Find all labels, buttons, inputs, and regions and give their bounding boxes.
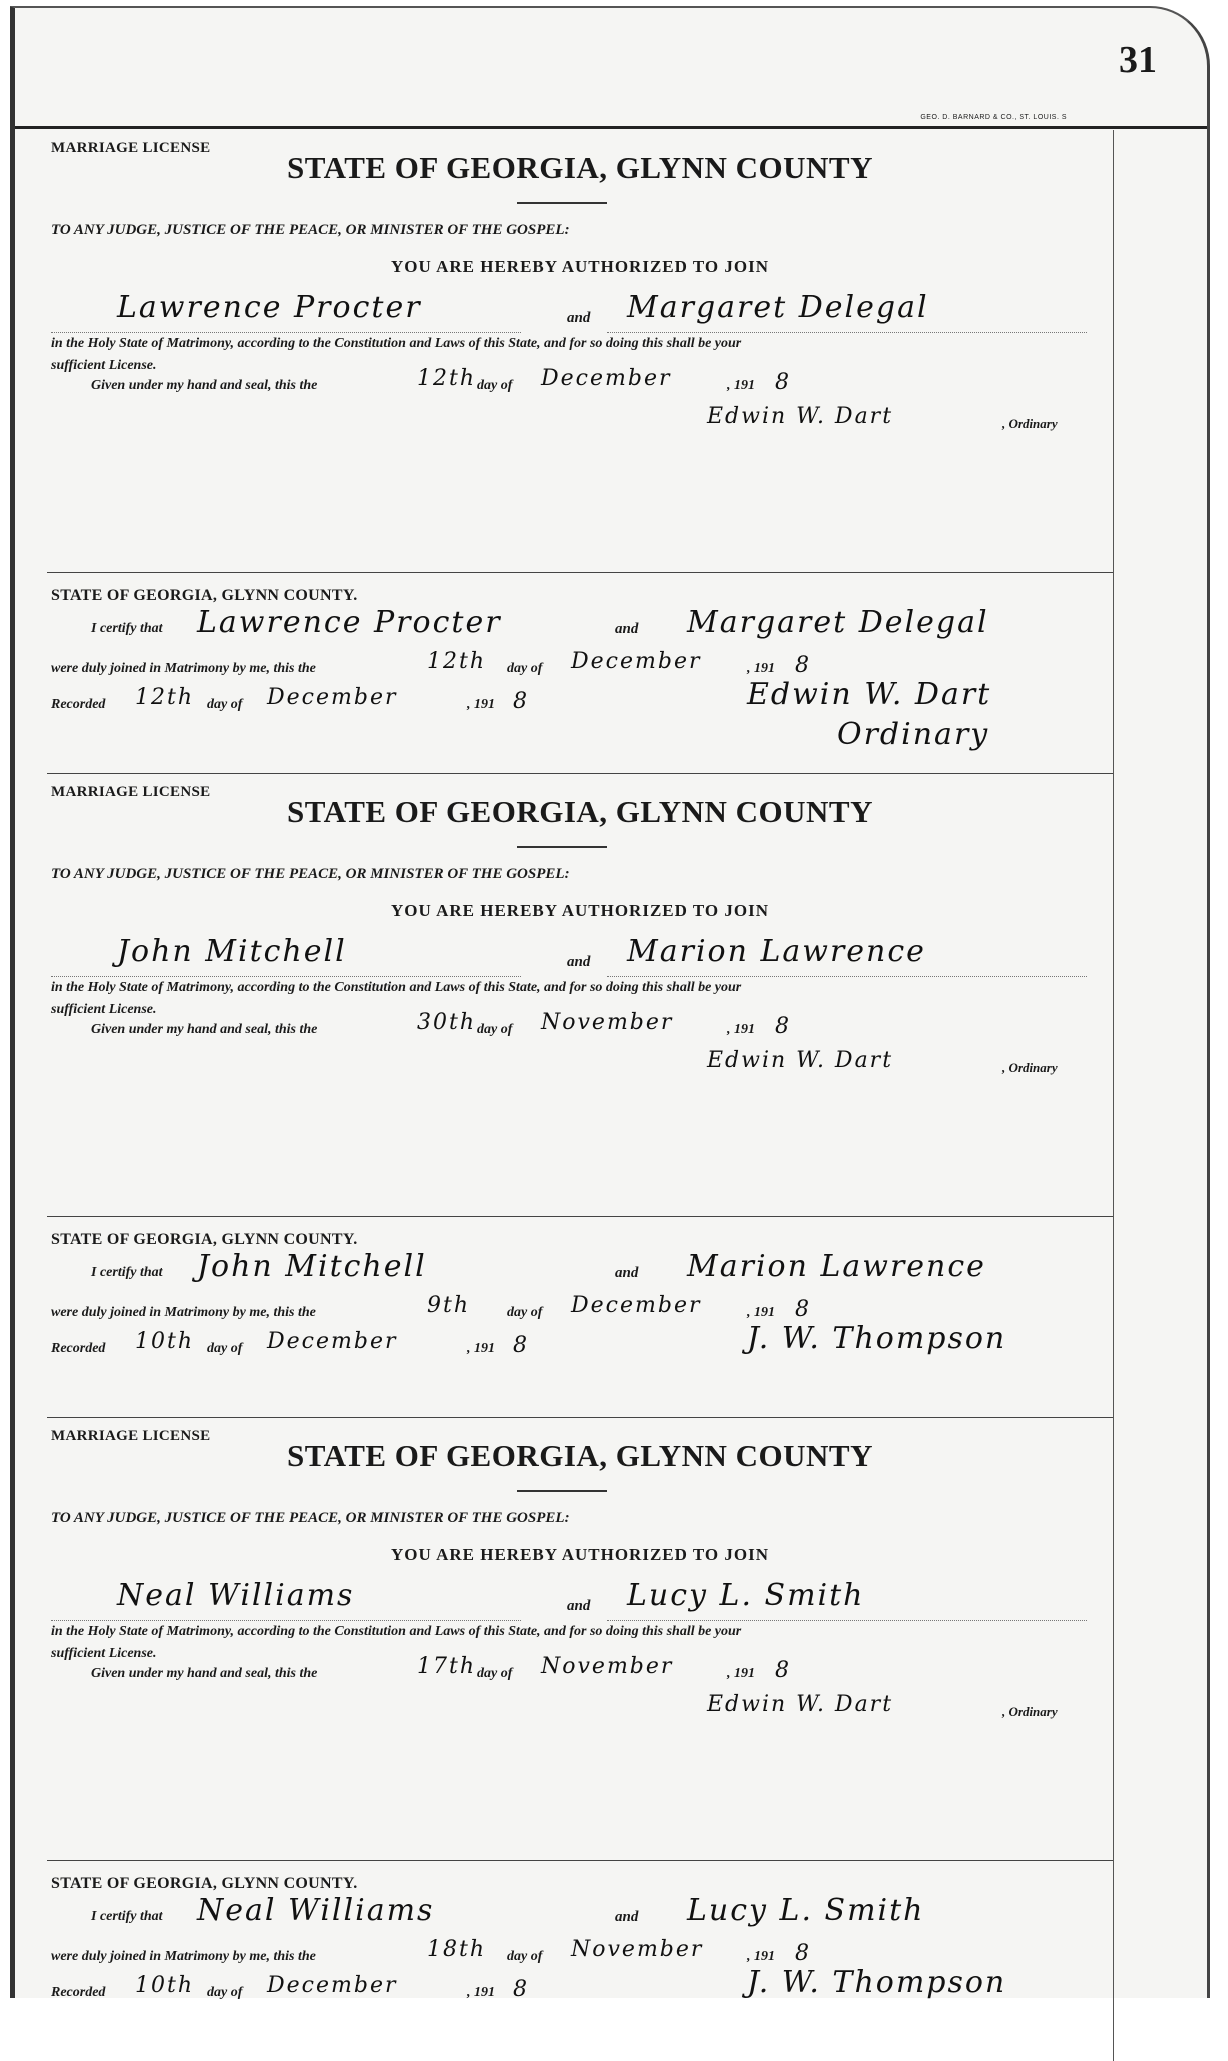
recorded-year-digit: 8 (513, 689, 529, 714)
cert-bride-name: Marion Lawrence (687, 1249, 986, 1284)
license-month: December (541, 366, 672, 391)
address-line: TO ANY JUDGE, JUSTICE OF THE PEACE, OR MINISTER OF THE GOSPEL: (51, 1510, 570, 1526)
recorded-label: Recorded (51, 1985, 106, 2000)
joined-label: were duly joined in Matrimony by me, this the (51, 1305, 316, 1320)
day-of-label: day of (477, 1022, 513, 1037)
license-signature: Edwin W. Dart (707, 1692, 894, 1717)
title-rule (517, 1490, 607, 1492)
and-label: and (567, 310, 591, 326)
joined-label: were duly joined in Matrimony by me, this the (51, 1949, 316, 1964)
cert-and-label: and (615, 621, 639, 637)
authorized-line: YOU ARE HEREBY AUTHORIZED TO JOIN (391, 901, 769, 920)
cert-and-label: and (615, 1909, 639, 1925)
year-prefix: , 191 (727, 378, 755, 393)
page-number: 31 (1119, 39, 1157, 81)
given-under-hand: Given under my hand and seal, this the (91, 1022, 318, 1037)
married-day-of: day of (507, 661, 543, 676)
matrimony-line (51, 1624, 1109, 1640)
marriage-certificate (47, 1216, 1113, 1417)
certify-label: I certify that (91, 1265, 163, 1280)
married-year-prefix: , 191 (747, 1949, 775, 1964)
recorded-day-of: day of (207, 1985, 243, 2000)
marriage-license (47, 1417, 1113, 1860)
married-month: December (571, 649, 702, 674)
address-line: TO ANY JUDGE, JUSTICE OF THE PEACE, OR MINISTER OF THE GOSPEL: (51, 222, 570, 238)
matrimony-line (51, 980, 1109, 996)
cert-bride-name: Margaret Delegal (687, 605, 989, 640)
bride-underline (607, 332, 1087, 333)
married-day-of: day of (507, 1305, 543, 1320)
title-rule (517, 846, 607, 848)
groom-underline (51, 976, 521, 977)
address-line: TO ANY JUDGE, JUSTICE OF THE PEACE, OR MINISTER OF THE GOSPEL: (51, 866, 570, 882)
license-day: 30th (417, 1010, 477, 1035)
recorded-day: 10th (135, 1973, 195, 1998)
married-month: December (571, 1293, 702, 1318)
marriage-record (47, 773, 1113, 1417)
recorded-year-prefix: , 191 (467, 1341, 495, 1356)
matrimony-text: in the Holy State of Matrimony, according to the Constitution and Laws of this State, and for so doing this shall be your (51, 1624, 742, 1639)
license-year-digit: 8 (775, 1658, 791, 1683)
recorded-year-digit: 8 (513, 1977, 529, 2002)
license-signature: Edwin W. Dart (707, 404, 894, 429)
married-day: 9th (427, 1293, 471, 1318)
marriage-license (47, 130, 1113, 572)
groom-name: John Mitchell (117, 934, 347, 969)
married-month: November (571, 1937, 704, 1962)
recorded-day-of: day of (207, 1341, 243, 1356)
married-year-digit: 8 (795, 1941, 811, 1966)
marriage-record (47, 1417, 1113, 2061)
license-label: MARRIAGE LICENSE (51, 140, 211, 156)
day-of-label: day of (477, 378, 513, 393)
sufficient-license: sufficient License. (51, 358, 157, 373)
marriage-record (47, 130, 1113, 773)
officiant-signature: Edwin W. Dart (747, 677, 992, 712)
officiant-title: Ordinary (837, 717, 990, 752)
recorded-year-digit: 8 (513, 1333, 529, 1358)
sufficient-license: sufficient License. (51, 1646, 157, 1661)
sufficient-license: sufficient License. (51, 1002, 157, 1017)
married-day-of: day of (507, 1949, 543, 1964)
officiant-signature: J. W. Thompson (747, 1965, 1007, 2000)
given-under-hand: Given under my hand and seal, this the (91, 1666, 318, 1681)
recorded-month: December (267, 1329, 398, 1354)
license-year-digit: 8 (775, 1014, 791, 1039)
ordinary-label: , Ordinary (1002, 1704, 1058, 1719)
records-area (47, 130, 1114, 2061)
license-day: 12th (417, 366, 477, 391)
license-title: STATE OF GEORGIA, GLYNN COUNTY (286, 150, 873, 185)
groom-name: Lawrence Procter (117, 290, 422, 325)
license-month: November (541, 1654, 674, 1679)
cert-bride-name: Lucy L. Smith (687, 1893, 925, 1928)
married-year-digit: 8 (795, 653, 811, 678)
and-label: and (567, 954, 591, 970)
cert-groom-name: Lawrence Procter (197, 605, 502, 640)
recorded-year-prefix: , 191 (467, 1985, 495, 2000)
printer-mark: GEO. D. BARNARD & CO., ST. LOUIS. S (920, 114, 1067, 121)
groom-name: Neal Williams (117, 1578, 355, 1613)
cert-groom-name: Neal Williams (197, 1893, 435, 1928)
recorded-label: Recorded (51, 697, 106, 712)
groom-underline (51, 332, 521, 333)
recorded-month: December (267, 685, 398, 710)
register-page (10, 6, 1210, 2002)
married-day: 18th (427, 1937, 487, 1962)
recorded-year-prefix: , 191 (467, 697, 495, 712)
certify-label: I certify that (91, 621, 163, 636)
bride-name: Lucy L. Smith (627, 1578, 865, 1613)
license-month: November (541, 1010, 674, 1035)
matrimony-text: in the Holy State of Matrimony, according to the Constitution and Laws of this State, and for so doing this shall be your (51, 980, 742, 995)
year-prefix: , 191 (727, 1022, 755, 1037)
authorized-line: YOU ARE HEREBY AUTHORIZED TO JOIN (391, 257, 769, 276)
marriage-certificate (47, 1860, 1113, 2061)
certify-label: I certify that (91, 1909, 163, 1924)
ordinary-label: , Ordinary (1002, 416, 1058, 431)
matrimony-text: in the Holy State of Matrimony, according to the Constitution and Laws of this State, and for so doing this shall be your (51, 336, 742, 351)
cert-title: STATE OF GEORGIA, GLYNN COUNTY. (51, 1231, 358, 1248)
license-day: 17th (417, 1654, 477, 1679)
recorded-day: 12th (135, 685, 195, 710)
married-year-prefix: , 191 (747, 1305, 775, 1320)
cert-title: STATE OF GEORGIA, GLYNN COUNTY. (51, 587, 358, 604)
bride-underline (607, 976, 1087, 977)
joined-label: were duly joined in Matrimony by me, this the (51, 661, 316, 676)
cert-and-label: and (615, 1265, 639, 1281)
top-rule (15, 126, 1207, 129)
recorded-month: December (267, 1973, 398, 1998)
license-label: MARRIAGE LICENSE (51, 784, 211, 800)
matrimony-line (51, 336, 1109, 352)
license-title: STATE OF GEORGIA, GLYNN COUNTY (286, 794, 873, 829)
bride-underline (607, 1620, 1087, 1621)
day-of-label: day of (477, 1666, 513, 1681)
license-signature: Edwin W. Dart (707, 1048, 894, 1073)
license-label: MARRIAGE LICENSE (51, 1428, 211, 1444)
license-year-digit: 8 (775, 370, 791, 395)
given-under-hand: Given under my hand and seal, this the (91, 378, 318, 393)
title-rule (517, 202, 607, 204)
marriage-license (47, 773, 1113, 1216)
married-year-prefix: , 191 (747, 661, 775, 676)
license-title: STATE OF GEORGIA, GLYNN COUNTY (286, 1438, 873, 1473)
authorized-line: YOU ARE HEREBY AUTHORIZED TO JOIN (391, 1545, 769, 1564)
married-year-digit: 8 (795, 1297, 811, 1322)
ordinary-label: , Ordinary (1002, 1060, 1058, 1075)
cert-title: STATE OF GEORGIA, GLYNN COUNTY. (51, 1875, 358, 1892)
bride-name: Marion Lawrence (627, 934, 926, 969)
recorded-label: Recorded (51, 1341, 106, 1356)
recorded-day: 10th (135, 1329, 195, 1354)
cert-groom-name: John Mitchell (197, 1249, 427, 1284)
marriage-certificate (47, 572, 1113, 773)
bride-name: Margaret Delegal (627, 290, 929, 325)
officiant-signature: J. W. Thompson (747, 1321, 1007, 1356)
married-day: 12th (427, 649, 487, 674)
groom-underline (51, 1620, 521, 1621)
year-prefix: , 191 (727, 1666, 755, 1681)
recorded-day-of: day of (207, 697, 243, 712)
and-label: and (567, 1598, 591, 1614)
